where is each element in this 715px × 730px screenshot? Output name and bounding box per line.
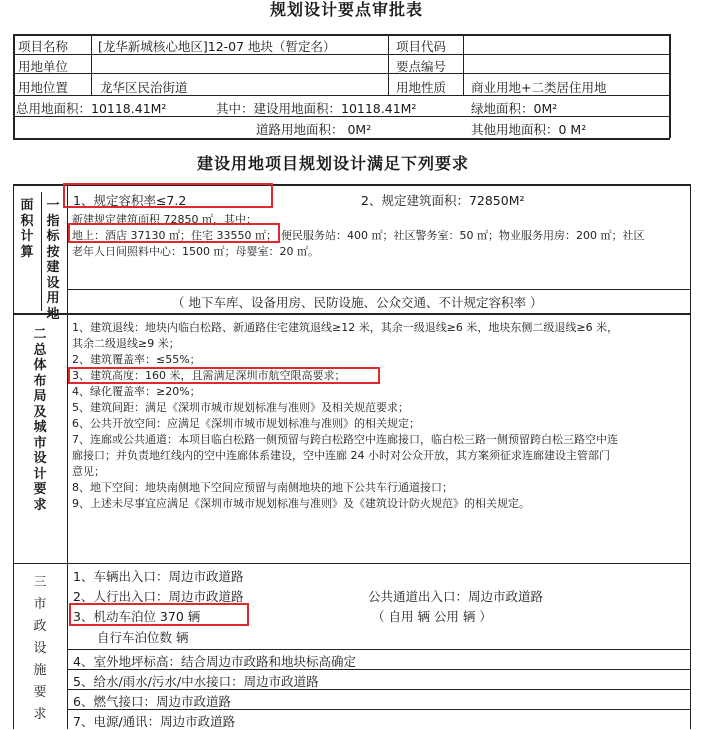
s2-layout-label: 二总体布局及城市设计要求 <box>33 327 47 513</box>
s1-indicator-label: 一指标按建设用地 <box>46 198 60 322</box>
highlight-building-height <box>68 367 380 384</box>
s1-area-calc-label: 面积计算 <box>20 198 34 260</box>
vehicle-entry: 1、车辆出入口：周边市政道路 <box>73 569 244 584</box>
s2-line: 9、上述未尽事宜应满足《深圳市城市规划标准与准则》及《建筑设计防火规范》的相关规定。 <box>72 497 530 510</box>
gfa-detail-line3: 老年人日间照料中心：1500 ㎡；母婴室：20 ㎡。 <box>72 245 319 258</box>
land-nature-label: 用地性质 <box>396 80 447 95</box>
gfa-detail-line1: 新建规定建筑面积 72850 ㎡，其中： <box>72 213 257 226</box>
gfa-detail-line2a: 地上：酒店 37130 ㎡；住宅 33550 ㎡； <box>72 229 277 242</box>
s3-municipal-label: 三市政设施要求 <box>33 575 47 722</box>
far-limit: 1、规定容积率≤7.2 <box>73 193 187 208</box>
far-exclusion-note: （ 地下车库、设备用房、民防设施、公众交通、不计规定容积率 ） <box>172 295 543 310</box>
highlight-parking <box>69 603 249 626</box>
pedestrian-entry: 2、人行出入口：周边市政道路 <box>73 589 244 604</box>
gas-interface: 6、燃气接口：周边市政道路 <box>73 694 231 709</box>
total-land-area: 总用地面积：10118.41M² <box>16 101 167 116</box>
land-nature-value: 商业用地+二类居住用地 <box>471 80 607 95</box>
other-land-area: 其他用地面积：0 M² <box>471 122 587 137</box>
location-label: 用地位置 <box>18 80 69 95</box>
road-land-area: 道路用地面积： 0M² <box>256 122 372 137</box>
gfa-detail-line2b: 便民服务站：400 ㎡；社区警务室：50 ㎡；物业服务用房：200 ㎡；社区 <box>281 229 645 242</box>
gfa-limit: 2、规定建筑面积：72850M² <box>361 193 525 208</box>
highlight-far <box>63 183 273 208</box>
s2-line: 8、地下空间：地块南侧地下空间应预留与南侧地块的地下公共车行通道接口； <box>72 481 453 494</box>
ground-level: 4、室外地坪标高：结合周边市政路和地块标高确定 <box>73 654 356 669</box>
s2-line: 7、连廊或公共通道：本项目临白松路一侧预留与跨白松路空中连廊接口，临白松三路一侧预留跨白松三路空中连 <box>72 433 618 446</box>
vehicle-parking: 3、机动车泊位 370 辆 <box>73 609 201 624</box>
s2-line: 其余二级退线≥9 米； <box>72 337 180 350</box>
green-land-area: 绿地面积：0M² <box>471 101 558 116</box>
s2-line: 意见； <box>72 465 105 478</box>
location-value: 龙华区民治街道 <box>100 80 188 95</box>
s2-line: 4、绿化覆盖率：≥20%； <box>72 385 201 398</box>
project-code-label: 项目代码 <box>396 39 447 54</box>
build-land-area: 其中：建设用地面积：10118.41M² <box>216 101 417 116</box>
parking-split: （ 自用 辆 公用 辆 ） <box>372 609 492 624</box>
s2-line: 5、建筑间距：满足《深圳市城市规划标准与准则》及相关规范要求； <box>72 401 409 414</box>
project-name-value: [龙华新城核心地区]12-07 地块（暂定名） <box>98 39 336 54</box>
bike-parking: 自行车泊位数 辆 <box>97 630 189 645</box>
s2-line: 1、建筑退线：地块内临白松路、新通路住宅建筑退线≥12 米，其余一级退线≥6 米，地块东侧二级退线≥6 米， <box>72 321 619 334</box>
s2-line: 3、建筑高度：160 米，且需满足深圳市航空限高要求； <box>72 369 346 382</box>
document-title: 规划设计要点审批表 <box>270 0 424 19</box>
project-name-label: 项目名称 <box>18 39 69 54</box>
land-unit-label: 用地单位 <box>18 59 69 74</box>
water-interface: 5、给水/雨水/污水/中水接口：周边市政道路 <box>73 674 319 689</box>
s2-line: 廊接口；并负责地红线内的空中连廊体系建设，空中连廊 24 小时对公众开放，其方案须征求连廊建设主管部门 <box>72 449 610 462</box>
key-no-label: 要点编号 <box>396 59 447 74</box>
section-title: 建设用地项目规划设计满足下列要求 <box>197 154 470 173</box>
s2-line: 6、公共开放空间：应满足《深圳市城市规划标准与准则》的相关规定； <box>72 417 420 430</box>
highlight-above-ground-area <box>68 223 280 243</box>
power-telecom-interface: 7、电源/通讯：周边市政道路 <box>73 714 236 729</box>
s2-line: 2、建筑覆盖率：≤55%； <box>72 353 201 366</box>
public-passage-entry: 公共通道出入口：周边市政道路 <box>368 589 544 604</box>
